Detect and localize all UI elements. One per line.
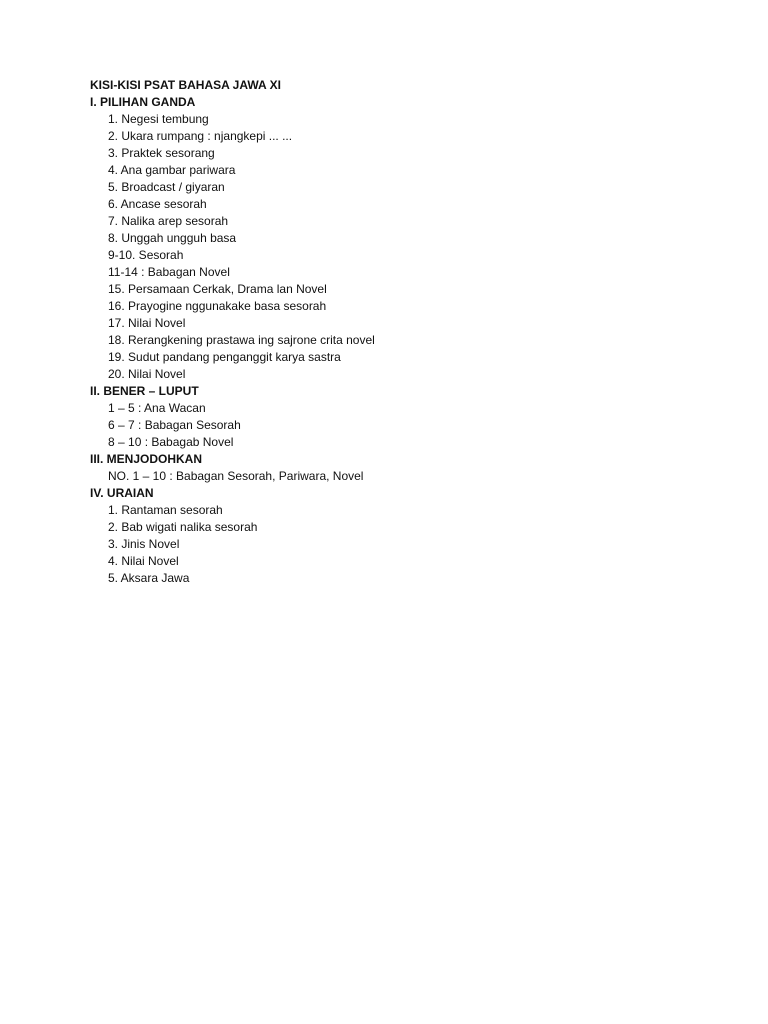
list-item: 4. Nilai Novel [108, 554, 179, 568]
list-item: 9-10. Sesorah [108, 248, 184, 262]
list-item: 19. Sudut pandang penganggit karya sastra [108, 350, 341, 364]
section-heading: III. MENJODOHKAN [90, 452, 203, 466]
list-item: 1. Negesi tembung [108, 112, 209, 126]
list-item: 6 – 7 : Babagan Sesorah [108, 418, 241, 432]
list-item: 5. Broadcast / giyaran [108, 180, 225, 194]
document-title: KISI-KISI PSAT BAHASA JAWA XI [90, 78, 281, 92]
list-item: 20. Nilai Novel [108, 367, 186, 381]
section-uraian [90, 485, 710, 587]
list-item: 5. Aksara Jawa [108, 571, 190, 585]
list-item: 11-14 : Babagan Novel [108, 265, 230, 279]
section-heading: IV. URAIAN [90, 486, 154, 500]
list-item: 7. Nalika arep sesorah [108, 214, 229, 228]
section-item-list [90, 111, 710, 383]
list-item: 18. Rerangkening prastawa ing sajrone crita novel [108, 333, 375, 347]
section-item-list [90, 502, 710, 587]
list-item: 4. Ana gambar pariwara [108, 163, 236, 177]
document-page [90, 77, 710, 587]
section-heading: II. BENER – LUPUT [90, 384, 199, 398]
list-item: 1 – 5 : Ana Wacan [108, 401, 206, 415]
list-item: 3. Praktek sesorang [108, 146, 215, 160]
list-item: 2. Bab wigati nalika sesorah [108, 520, 258, 534]
list-item: 3. Jinis Novel [108, 537, 180, 551]
section-pilihan-ganda [90, 94, 710, 383]
list-item: 8. Unggah ungguh basa [108, 231, 237, 245]
list-item: 8 – 10 : Babagab Novel [108, 435, 234, 449]
list-item: 15. Persamaan Cerkak, Drama lan Novel [108, 282, 327, 296]
section-item-list [90, 400, 710, 451]
section-item-list [90, 468, 710, 485]
section-heading: I. PILIHAN GANDA [90, 95, 196, 109]
list-item: 16. Prayogine nggunakake basa sesorah [108, 299, 327, 313]
list-item: NO. 1 – 10 : Babagan Sesorah, Pariwara, Novel [108, 469, 364, 483]
list-item: 2. Ukara rumpang : njangkepi ... ... [108, 129, 293, 143]
list-item: 17. Nilai Novel [108, 316, 186, 330]
list-item: 1. Rantaman sesorah [108, 503, 223, 517]
section-menjodohkan [90, 451, 710, 485]
list-item: 6. Ancase sesorah [108, 197, 207, 211]
section-bener-luput [90, 383, 710, 451]
